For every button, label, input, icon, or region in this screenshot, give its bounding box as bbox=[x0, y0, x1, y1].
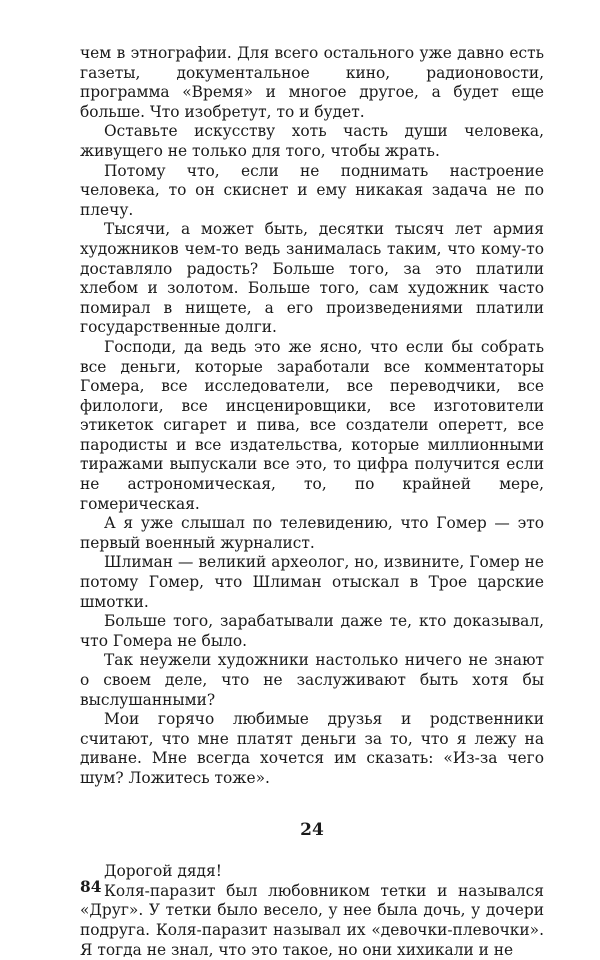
paragraph: Коля-паразит был любовником тетки и назывался «Друг». У тетки было весело, у нее была дочь, у дочери подруга. Коля-паразит называл их «девочки-плевочки». Я тогда не знал, что это такое, но они хихикали и не bbox=[80, 881, 544, 959]
paragraph: Оставьте искусству хоть часть души человека, живущего не только для того, чтобы жрать. bbox=[80, 122, 544, 160]
paragraph: чем в этнографии. Для всего остального уже давно есть газеты, документальное кино, радионовости, программа «Время» и многое другое, а будет еще больше. Что изобретут, то и будет. bbox=[80, 44, 544, 121]
chapter-number: 24 bbox=[300, 819, 324, 840]
paragraph: А я уже слышал по телевидению, что Гомер — это первый военный журналист. bbox=[80, 514, 544, 552]
paragraph: Потому что, если не поднимать настроение человека, то он скиснет и ему никакая задача не по плечу. bbox=[80, 161, 544, 219]
paragraph: Мои горячо любимые друзья и родственники считают, что мне платят деньги за то, что я лежу на диване. Мне всегда хочется им сказать: «Из-за чего шум? Ложитесь тоже». bbox=[80, 710, 544, 787]
salutation: Дорогой дядя! bbox=[104, 862, 222, 881]
paragraph: Господи, да ведь это же ясно, что если бы собрать все деньги, которые заработали все комментаторы Гомера, все исследователи, все переводчики, все филологи, все инсценировщики, все изготовители этикеток сигарет и пива, все создатели оперетт, все пародисты и все издательства, которые миллионными тиражами выпускали все это, то цифра получится если не астрономическая, то, по крайней мере, гомерическая. bbox=[80, 337, 544, 513]
page-text bbox=[80, 44, 544, 960]
paragraph: Так неужели художники настолько ничего не знают о своем деле, что не заслуживают быть хотя бы выслушанными? bbox=[80, 651, 544, 709]
page-number: 84 bbox=[80, 878, 102, 896]
paragraph: Шлиман — великий археолог, но, извините, Гомер не потому Гомер, что Шлиман отыскал в Трое царские шмотки. bbox=[80, 553, 544, 611]
paragraph: Больше того, зарабатывали даже те, кто доказывал, что Гомера не было. bbox=[80, 612, 544, 650]
paragraph: Тысячи, а может быть, десятки тысяч лет армия художников чем-то ведь занималась таким, что кому-то доставляло радость? Больше того, за это платили хлебом и золотом. Больше того, сам художник часто помирал в нищете, а его произведениями платили государственные долги. bbox=[80, 220, 544, 337]
